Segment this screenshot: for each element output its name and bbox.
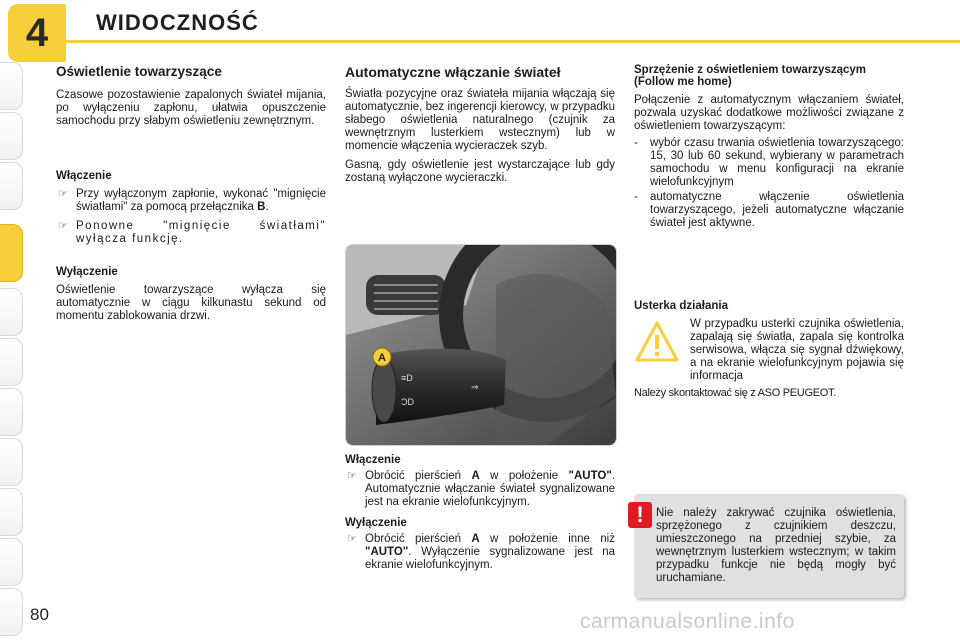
bullet-text: . Wyłączenie sygnalizowane jest na ekranie wielofunkcyjnym. [365,546,615,571]
chapter-number-badge [8,4,66,62]
chapter-tab[interactable] [0,388,23,436]
chapter-tab[interactable] [0,112,23,160]
warning-exclamation-icon: ! [628,502,652,528]
paragraph: Czasowe pozostawienie zapalonych świateł mijania, po wyłączeniu zapłonu, ułatwia opuszczenie samochodu przy słabym oświetleniu zewnętrznym. [56,89,326,127]
list-item [345,533,615,572]
paragraph: W przypadku usterki czujnika oświetlenia, zapalają się światła, zapala się kontrolka serwisowa, włącza się sygnał dźwiękowy, a na ekranie wielofunkcyjnym pojawia się informacja [690,318,904,382]
pointer-icon: ☞ [58,188,68,200]
chapter-tab[interactable] [0,588,23,636]
dash-text: wybór czasu trwania oświetlenia towarzyszącego: 15, 30 lub 60 sekund, wybierany w parametrach samochodu w menu konfiguracji na ekranie wielofunkcyjnym [650,137,904,188]
header-rule [66,40,960,43]
pointer-icon: ☞ [58,220,70,232]
subheading-on: Włączenie [345,454,401,466]
paragraph: Nie należy zakrywać czujnika oświetlenia, sprzężonego z czujnikiem deszczu, umieszczonego na przedniej szybie, za wewnętrznym lusterkiem wstecznym; w takim przypadku funkcje nie będą mogły być uruchamiane. [656,507,896,584]
list-item [634,137,904,189]
bullet-text: w położenie inne niż [479,533,615,545]
paragraph: Należy skontaktować się z ASO PEUGEOT. [634,387,836,399]
chapter-tab[interactable] [0,538,23,586]
bullet-text: Obrócić pierścień [365,470,472,482]
dash-mark: - [634,137,638,149]
bullet-bold: A [471,470,480,482]
pointer-icon: ☞ [347,470,357,482]
bullet-bold: "AUTO" [365,546,409,558]
paragraph: Światła pozycyjne oraz świateła mijania włączają się automatycznie, bez ingerencji kierowcy, w przypadku słabego oświetlenia naturalnego (czujnik za wewnętrznym lusterkiem wstecznym) lub w momencie włączenia wycieraczek szyb. [345,88,615,152]
chapter-tab[interactable] [0,438,23,486]
subheading-fault: Usterka działania [634,300,728,312]
paragraph: Gasną, gdy oświetlenie jest wystarczające lub gdy zostaną wyłączone wycieraczki. [345,159,615,184]
chapter-tab[interactable] [0,338,23,386]
bullet-after: . [265,201,269,213]
note-text [656,507,896,585]
section-title: Sprzężenie z oświetleniem towarzyszącym (Follow me home) [634,64,867,88]
figure-label: A [378,352,386,364]
list-item [345,470,615,509]
chapter-number: 4 [25,10,49,55]
list-item [634,191,904,230]
svg-text:≡D: ≡D [401,373,413,383]
steering-stalk-illustration [345,244,617,446]
section-title: Oświetlenie towarzyszące [56,64,222,79]
chapter-tab[interactable] [0,288,23,336]
bullet-text: . Automatycznie włączanie świateł sygnalizowane jest na ekranie wielofunkcyjnym. [365,470,615,508]
fault-section [634,300,904,400]
watermark: carmanualsonline.info [580,610,795,633]
stalk-drawing [346,245,616,445]
svg-text:⇒: ⇒ [471,382,479,392]
list-item [56,220,326,246]
paragraph: Oświetlenie towarzyszące wyłącza się automatycznie w ciągu kilkunastu sekund od momentu zablokowania drzwi. [56,284,326,322]
pointer-icon: ☞ [347,533,357,545]
list-item [56,188,326,214]
bullet-text: w położenie [479,470,569,482]
page-number: 80 [30,605,49,624]
bullet-text: Przy wyłączonym zapłonie, wykonać "mignięcie światłami" za pomocą przełącznika [76,188,326,213]
bullet-bold: "AUTO" [568,470,612,482]
warning-triangle-icon [634,320,684,372]
subheading-off: Wyłączenie [345,517,407,529]
bullet-bold: B [257,201,266,213]
subheading-on: Włączenie [56,170,112,182]
column-auto-lighting-steps [345,454,615,572]
chapter-tab[interactable] [0,62,23,110]
column-companion-lighting [56,64,326,323]
bullet-text: Obrócić pierścień [365,533,472,545]
column-follow-me-home [634,64,904,230]
chapter-tab[interactable] [0,488,23,536]
subheading-off: Wyłączenie [56,266,118,278]
svg-text:ƆD: ƆD [401,397,414,407]
bullet-text: Ponowne "mignięcie światłami" wyłącza funkcję. [76,220,326,245]
chapter-tab[interactable] [0,162,23,210]
chapter-tab-active[interactable] [0,224,23,282]
chapter-title: WIDOCZNOŚĆ [96,10,259,35]
dash-mark: - [634,191,638,203]
column-auto-lighting [345,64,615,185]
bullet-bold: A [471,533,480,545]
section-title: Automatyczne włączanie świateł [345,64,561,80]
dash-text: automatyczne włączenie oświetlenia towarzyszącego, jeżeli automatyczne włączanie świateł jest aktywne. [650,191,904,229]
paragraph: Połączenie z automatycznym włączaniem świateł, pozwala uzyskać dodatkowe możliwości związane z oświetleniem towarzyszącym: [634,94,904,132]
